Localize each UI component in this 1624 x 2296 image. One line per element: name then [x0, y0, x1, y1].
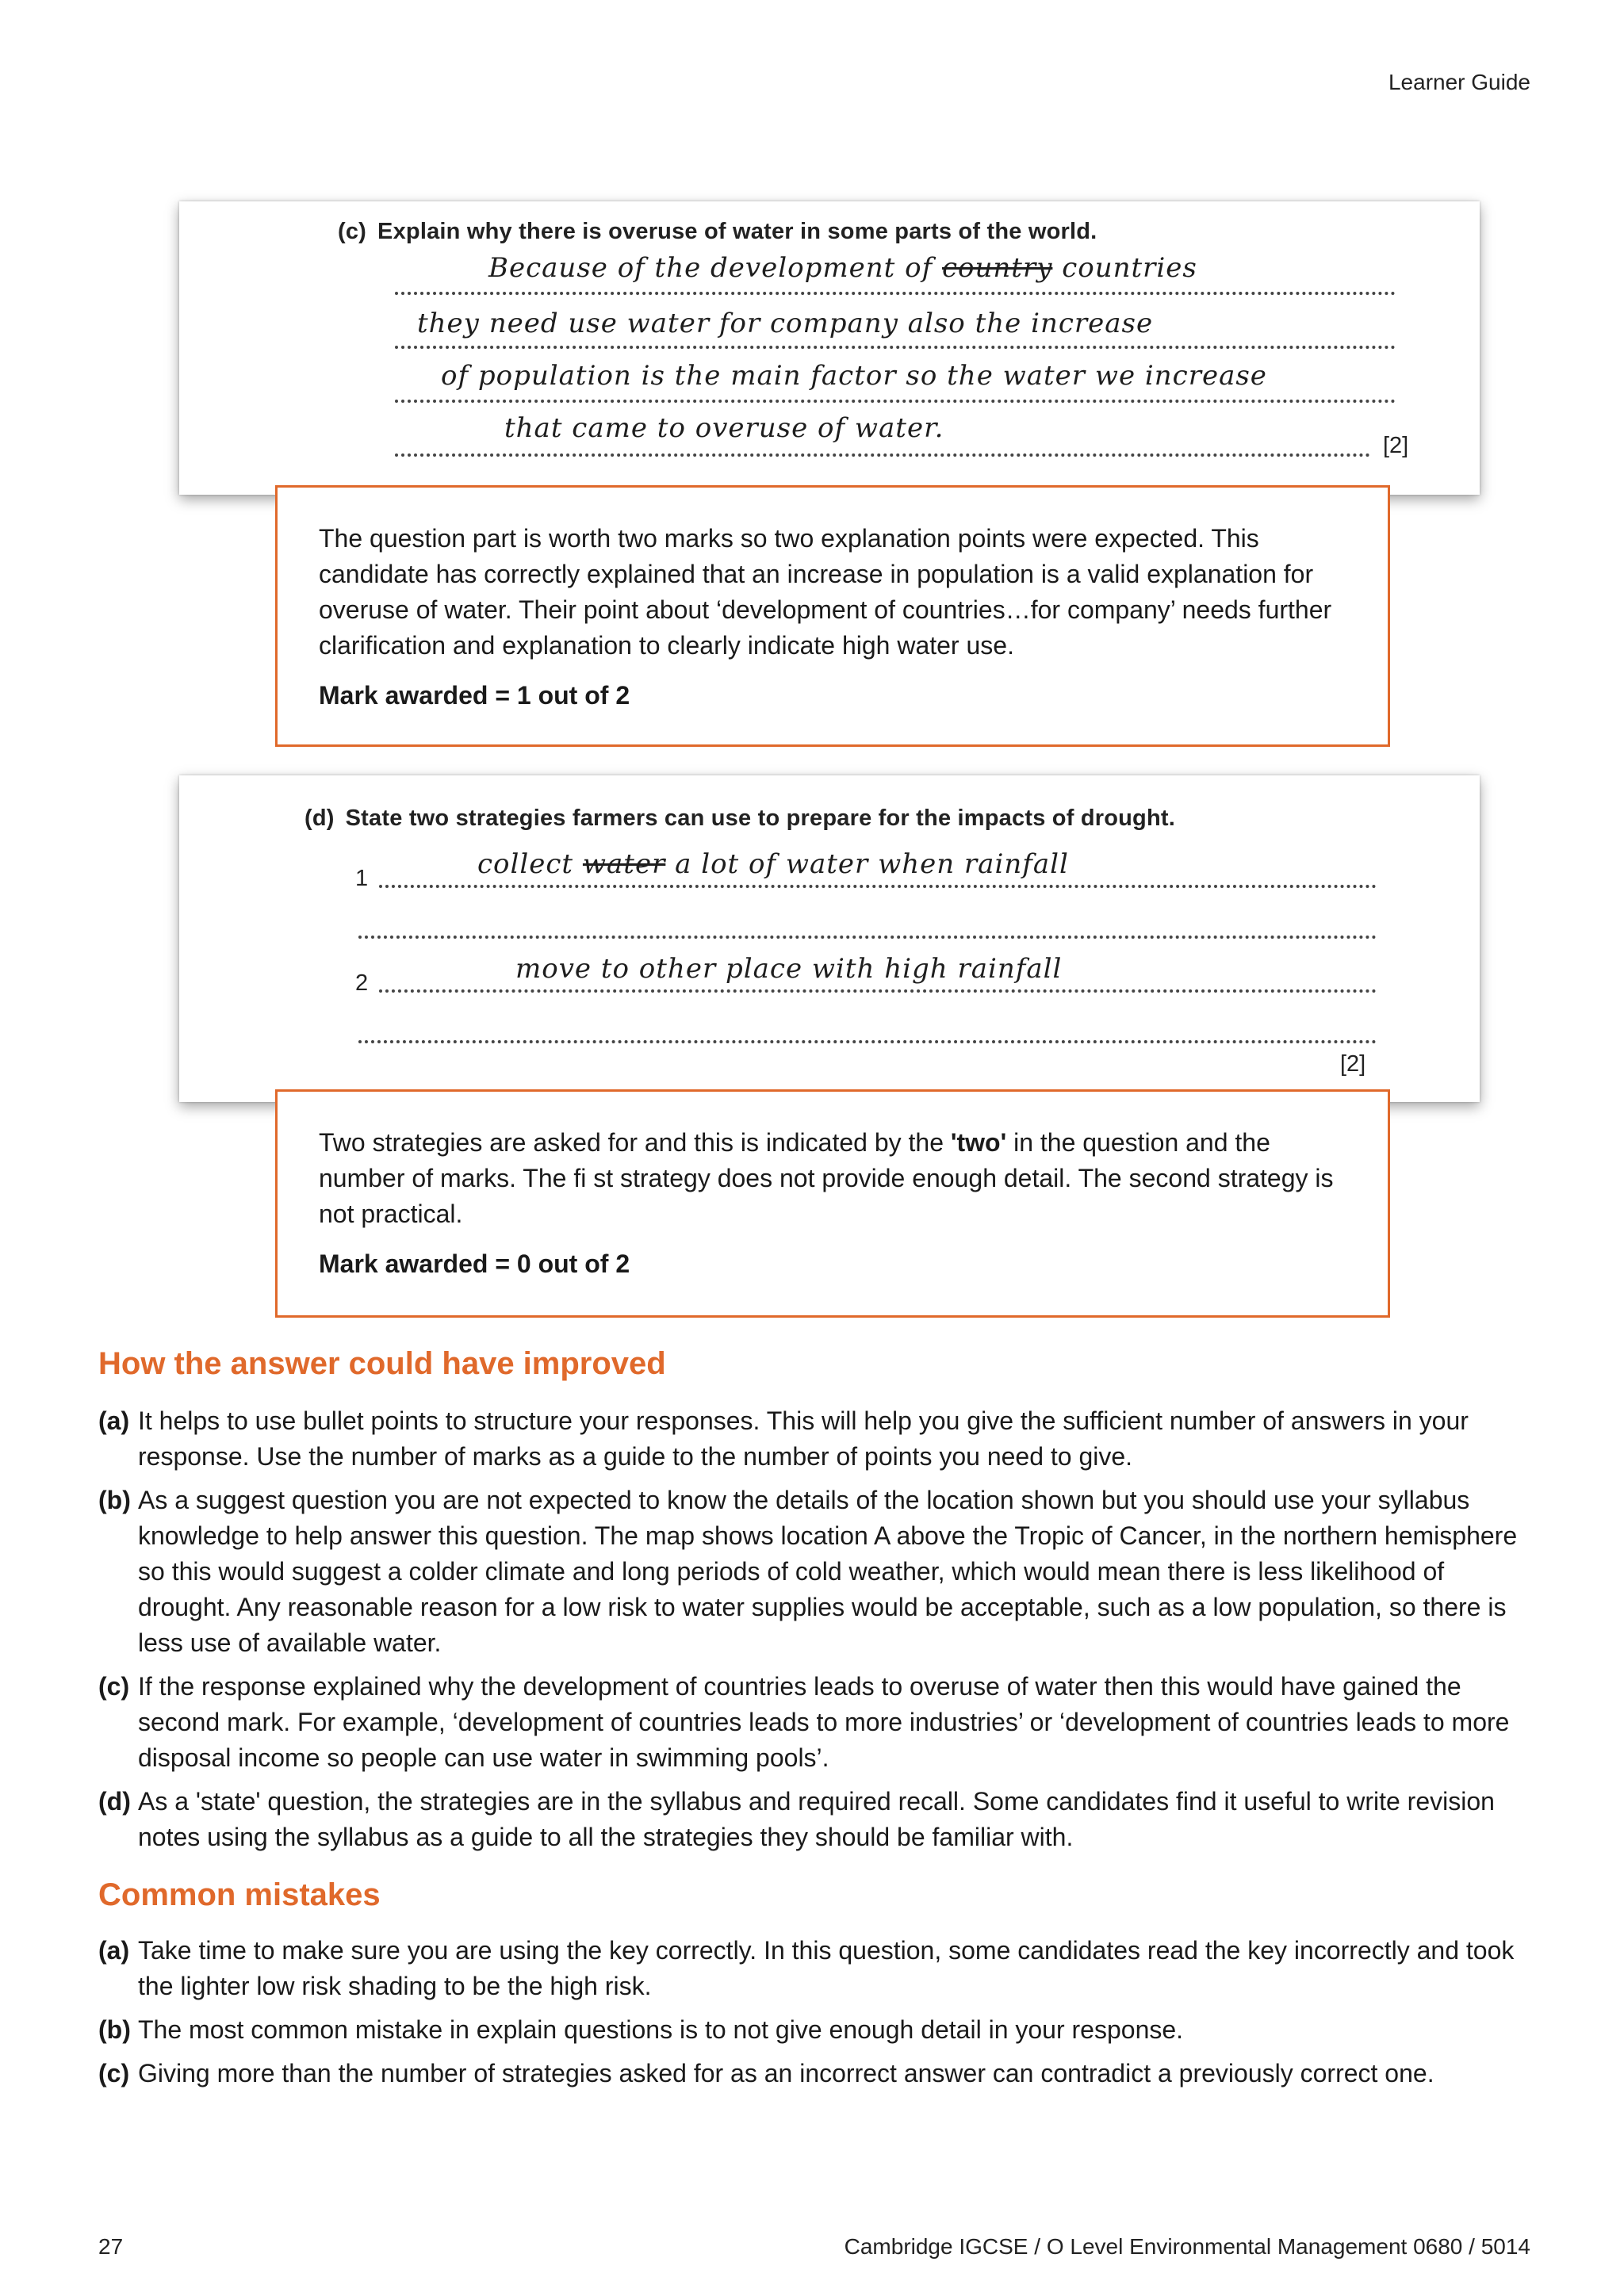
mistakes-list	[98, 1933, 1535, 2099]
handwritten-strategy-2: move to other place with high rainfall	[515, 953, 1063, 985]
question-c-label: (c)	[338, 219, 367, 244]
comment-c-text: The question part is worth two marks so two explanation points were expected. This candidate has correctly explained that an increase in population is a valid explanation for overuse of water. Their point about ‘development of countries…for company’ needs further clarification and explanation to clearly indicate high water use.	[319, 524, 1332, 660]
list-item: (c) Giving more than the number of strategies asked for as an incorrect answer can contradict a previously correct one.	[98, 2059, 1434, 2087]
page-number: 27	[98, 2234, 124, 2259]
scanned-answer-c	[179, 201, 1480, 495]
answer-line	[379, 885, 1377, 888]
list-item: (d) As a 'state' question, the strategies are in the syllabus and required recall. Some candidates find it useful to write revision notes using the syllabus as a guide to all the strategies they should be familiar with.	[98, 1787, 1495, 1851]
handwritten-answer-line: Because of the development of country countries	[488, 252, 1197, 284]
answer-line	[358, 1040, 1377, 1043]
question-c-text: Explain why there is overuse of water in some parts of the world.	[377, 219, 1097, 244]
answer-line	[395, 346, 1396, 349]
handwritten-answer-line: of population is the main factor so the water we increase	[441, 360, 1267, 392]
header-label: Learner Guide	[1388, 70, 1530, 94]
answer-line	[379, 989, 1377, 993]
mark-awarded-c: Mark awarded = 1 out of 2	[319, 681, 630, 710]
list-item: (a) Take time to make sure you are using the key correctly. In this question, some candidates read the key incorrectly and took the lighter low risk shading to be the high risk.	[98, 1936, 1515, 2000]
mark-awarded-d: Mark awarded = 0 out of 2	[319, 1249, 630, 1278]
footer-title: Cambridge IGCSE / O Level Environmental Management 0680 / 5014	[844, 2234, 1530, 2259]
comment-d-text: Two strategies are asked for and this is indicated by the 'two' in the question and the number of marks. The fi st strategy does not provide enough detail. The second strategy is not practical.	[319, 1128, 1334, 1228]
mistakes-heading: Common mistakes	[98, 1877, 381, 1912]
question-d-label: (d)	[304, 806, 335, 831]
list-item: (b) The most common mistake in explain questions is to not give enough detail in your response.	[98, 2015, 1184, 2044]
strategy-number-2: 2	[355, 970, 369, 996]
question-d: (d) State two strategies farmers can use to prepare for the impacts of drought.	[304, 806, 1175, 831]
improved-list	[98, 1403, 1535, 1863]
question-c	[338, 219, 1097, 245]
handwritten-answer-line: that came to overuse of water.	[504, 412, 944, 444]
improved-heading: How the answer could have improved	[98, 1346, 666, 1381]
marks-c: [2]	[1383, 433, 1409, 458]
list-item: (c) If the response explained why the development of countries leads to overuse of water then this would have gained the second mark. For example, ‘development of countries leads to more industries’ or ‘development of countries leads to more disposal income so people can use water in swimming pools’.	[98, 1672, 1510, 1772]
marks-d: [2]	[1340, 1051, 1366, 1077]
handwritten-answer-line: they need use water for company also the increase	[417, 308, 1154, 339]
list-item: (b) As a suggest question you are not expected to know the details of the location shown but you should use your syllabus knowledge to help answer this question. The map shows location A above the Tropic of Cancer, in the northern hemisphere so this would suggest a colder climate and long periods of cold weather, which would mean there is less likelihood of drought. Any reasonable reason for a low risk to water supplies would be acceptable, such as a low population, so there is less use of available water.	[98, 1486, 1518, 1657]
answer-line	[395, 400, 1396, 403]
answer-line	[395, 292, 1396, 295]
scanned-answer-d	[179, 775, 1480, 1102]
answer-line	[395, 453, 1370, 457]
handwritten-strategy-1: collect water a lot of water when rainfall	[477, 848, 1069, 880]
strategy-number-1: 1	[355, 866, 369, 891]
list-item: (a) It helps to use bullet points to structure your responses. This will help you give the sufficient number of answers in your response. Use the number of marks as a guide to the number of points you need to give.	[98, 1406, 1469, 1471]
answer-line	[358, 936, 1377, 939]
examiner-comment-d	[275, 1089, 1390, 1318]
examiner-comment-c	[275, 485, 1390, 747]
